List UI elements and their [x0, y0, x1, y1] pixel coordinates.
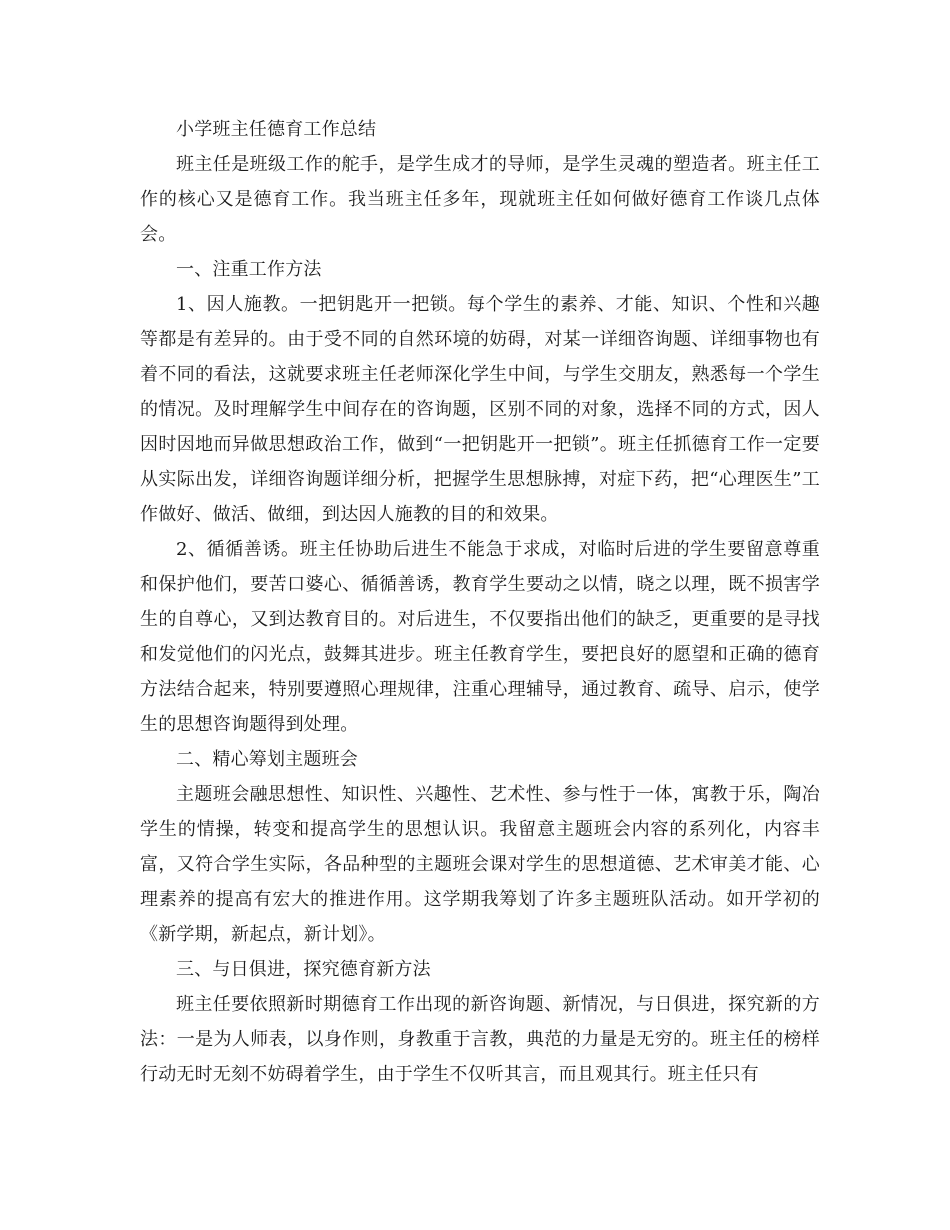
paragraph-new-methods: 班主任要依照新时期德育工作出现的新咨询题、新情况，与日俱进，探究新的方法：一是为人师表，以身作则，身教重于言教，典范的力量是无穷的。班主任的榜样行动无时无刻不妨碍着学生，由于学生不仅听其言，而且观其行。班主任只有 — [140, 994, 820, 1085]
section-heading-3: 三、与日俱进，探究德育新方法 — [176, 959, 431, 980]
paragraph-patient-guidance: 2、循循善诱。班主任协助后进生不能急于求成，对临时后进的学生要留意尊重和保护他们，要苦口婆心、循循善诱，教育学生要动之以情，晓之以理，既不损害学生的自尊心，又到达教育目的。对后进生，不仅要指出他们的缺乏，更重要的是寻找和发觉他们的闪光点，鼓舞其进步。班主任教育学生，要把良好的愿望和正确的德育方法结合起来，特别要遵照心理规律，注重心理辅导，通过教育、疏导、启示，使学生的思想咨询题得到处理。 — [140, 539, 820, 735]
document-title: 小学班主任德育工作总结 — [176, 119, 377, 140]
section-heading-1: 一、注重工作方法 — [176, 259, 322, 280]
section-heading-2: 二、精心筹划主题班会 — [176, 749, 358, 770]
document-page — [140, 112, 820, 1092]
paragraph-intro: 班主任是班级工作的舵手，是学生成才的导师，是学生灵魂的塑造者。班主任工作的核心又是德育工作。我当班主任多年，现就班主任如何做好德育工作谈几点体会。 — [140, 154, 820, 245]
paragraph-theme-class-meeting: 主题班会融思想性、知识性、兴趣性、艺术性、参与性于一体，寓教于乐，陶冶学生的情操，转变和提高学生的思想认识。我留意主题班会内容的系列化，内容丰富，又符合学生实际，各品种型的主题班会课对学生的思想道德、艺术审美才能、心理素养的提高有宏大的推进作用。这学期我筹划了许多主题班队活动。如开学初的《新学期，新起点，新计划》。 — [140, 784, 820, 945]
paragraph-teaching-by-individual: 1、因人施教。一把钥匙开一把锁。每个学生的素养、才能、知识、个性和兴趣等都是有差异的。由于受不同的自然环境的妨碍，对某一详细咨询题、详细事物也有着不同的看法，这就要求班主任老师深化学生中间，与学生交朋友，熟悉每一个学生的情况。及时理解学生中间存在的咨询题，区别不同的对象，选择不同的方式，因人因时因地而异做思想政治工作，做到“一把钥匙开一把锁”。班主任抓德育工作一定要从实际出发，详细咨询题详细分析，把握学生思想脉搏，对症下药，把“心理医生”工作做好、做活、做细，到达因人施教的目的和效果。 — [140, 294, 820, 525]
